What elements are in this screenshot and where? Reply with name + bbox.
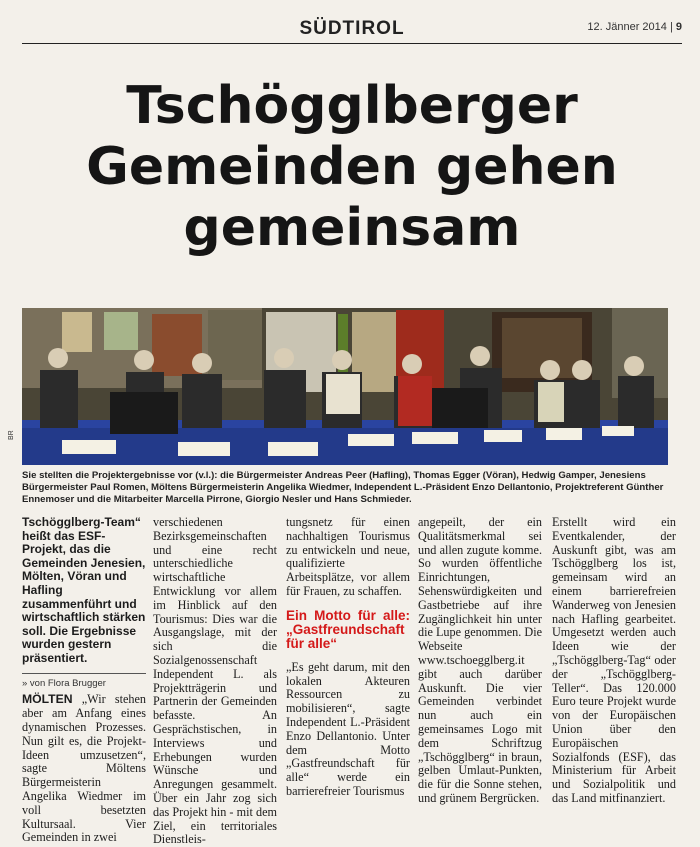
dateline-kicker: MÖLTEN xyxy=(22,692,73,707)
page-header xyxy=(22,18,682,44)
column-1-text: „Wir stehen aber am Anfang eines dynamischen Prozesses. Nun gilt es, die Projekt-Ideen umzusetzen“, sagte Möltens Bürgermeisterin Angelika Wiedmer im voll besetzten Kultursaal. Vier Gemeinden in zwei xyxy=(22,692,146,845)
issue-date: 12. Jänner 2014 xyxy=(587,21,667,33)
article-column-2: verschiedenen Bezirksgemeinschaften und eine recht unterschiedliche wirtschaftliche Entwicklung vor allem im Hinblick auf den Tourismus: Dies war die Ausgangslage, mit der sich die Sozialgenossenschaft Independent L. als Projektträgerin und Partnerin der Gemeinden befasste. An Gesprächstischen, in Interviews und Erhebungen wurden Wünsche und Anregungen gesammelt. Über ein Jahr zog sich das Projekt hin - mit dem Ziel, ein territoriales Dienstleis- xyxy=(153,515,277,847)
headline-line-3: gemeinsam xyxy=(183,198,521,258)
article-column-1 xyxy=(22,516,146,845)
article-column-4: angepeilt, der ein Qualitätsmerkmal sei und allen zugute komme. So wurden öffentliche Einrichtungen, Sehenswürdigkeiten und Gastbetriebe auf ihre Zugänglichkeit hin unter die Lupe genommen. Die Webseite www.tschoegglberg.it gibt auch darüber Auskunft. Die vier Gemeinden verbindet nun auch ein gemeinsames Logo mit dem Schriftzug „Tschögglberg“ in braun, gelben Umlaut-Punkten, die für die Sonne stehen, und grünem Bergrücken. xyxy=(418,515,542,805)
photo-credit: BR xyxy=(8,430,15,440)
dateline: 12. Jänner 2014 | 9 xyxy=(587,21,682,33)
photo-caption: Sie stellten die Projektergebnisse vor (v.l.): die Bürgermeister Andreas Peer (Hafling), Thomas Egger (Vöran), Hedwig Gamper, Jenesiens Bürgermeister Paul Romen, Möltens Bürgermeisterin Angelika Wiedmer, Independent L.-Präsident Enzo Dellantonio, Projektreferent Günther Ennemoser und die Mitarbeiter Marcella Pirrone, Giorgio Nesler und Hans Schmieder. xyxy=(22,470,664,505)
page-number: 9 xyxy=(675,21,682,33)
article-lead: Tschögglberg-Team“ heißt das ESF-Projekt, das die Gemeinden Jenesien, Mölten, Vöran und Hafling zusammenführt und wirtschaftlich stärken soll. Die Ergebnisse wurden gestern präsentiert. xyxy=(22,515,146,665)
column-1-body xyxy=(22,693,146,845)
headline-line-1: Tschögglberger xyxy=(126,76,578,136)
headline xyxy=(22,76,682,259)
section-title: SÜDTIROL xyxy=(299,18,405,39)
column-3-text-a: tungsnetz für einen nachhaltigen Tourismus zu entwickeln und neue, qualifizierte Arbeitsplätze, vor allem für Frauen, zu schaffen. xyxy=(286,515,410,598)
article-subhead: Ein Motto für alle: „Gastfreundschaft für alle“ xyxy=(286,607,410,651)
article-column-3 xyxy=(286,516,410,799)
article-column-5: Erstellt wird ein Eventkalender, der Auskunft gibt, was am Tschögglberg los ist, gemeinsam wird an einem barrierefreien Wanderweg von Jenesien nach Hafling gearbeitet. Umgesetzt werden auch Ideen wie der „Tschögglberg-Tag“ oder der „Tschögglberg-Teller“. Das 120.000 Euro teure Projekt wurde von der Europäischen Union über den Europäischen Sozialfonds (ESF), das Ministerium für Arbeit und Sozialpolitik und das Land mitfinanziert. xyxy=(552,515,676,805)
byline: » von Flora Brugger xyxy=(22,673,146,691)
press-conference-photo xyxy=(22,308,668,465)
column-3-text-b: „Es geht darum, mit den lokalen Akteuren Ressourcen zu mobilisieren“, sagte Independent L.-Präsident Enzo Dellantonio. Unter dem Motto „Gastfreundschaft für alle“ werde ein barrierefreier Tourismus xyxy=(286,659,410,798)
headline-line-2: Gemeinden gehen xyxy=(86,137,618,197)
